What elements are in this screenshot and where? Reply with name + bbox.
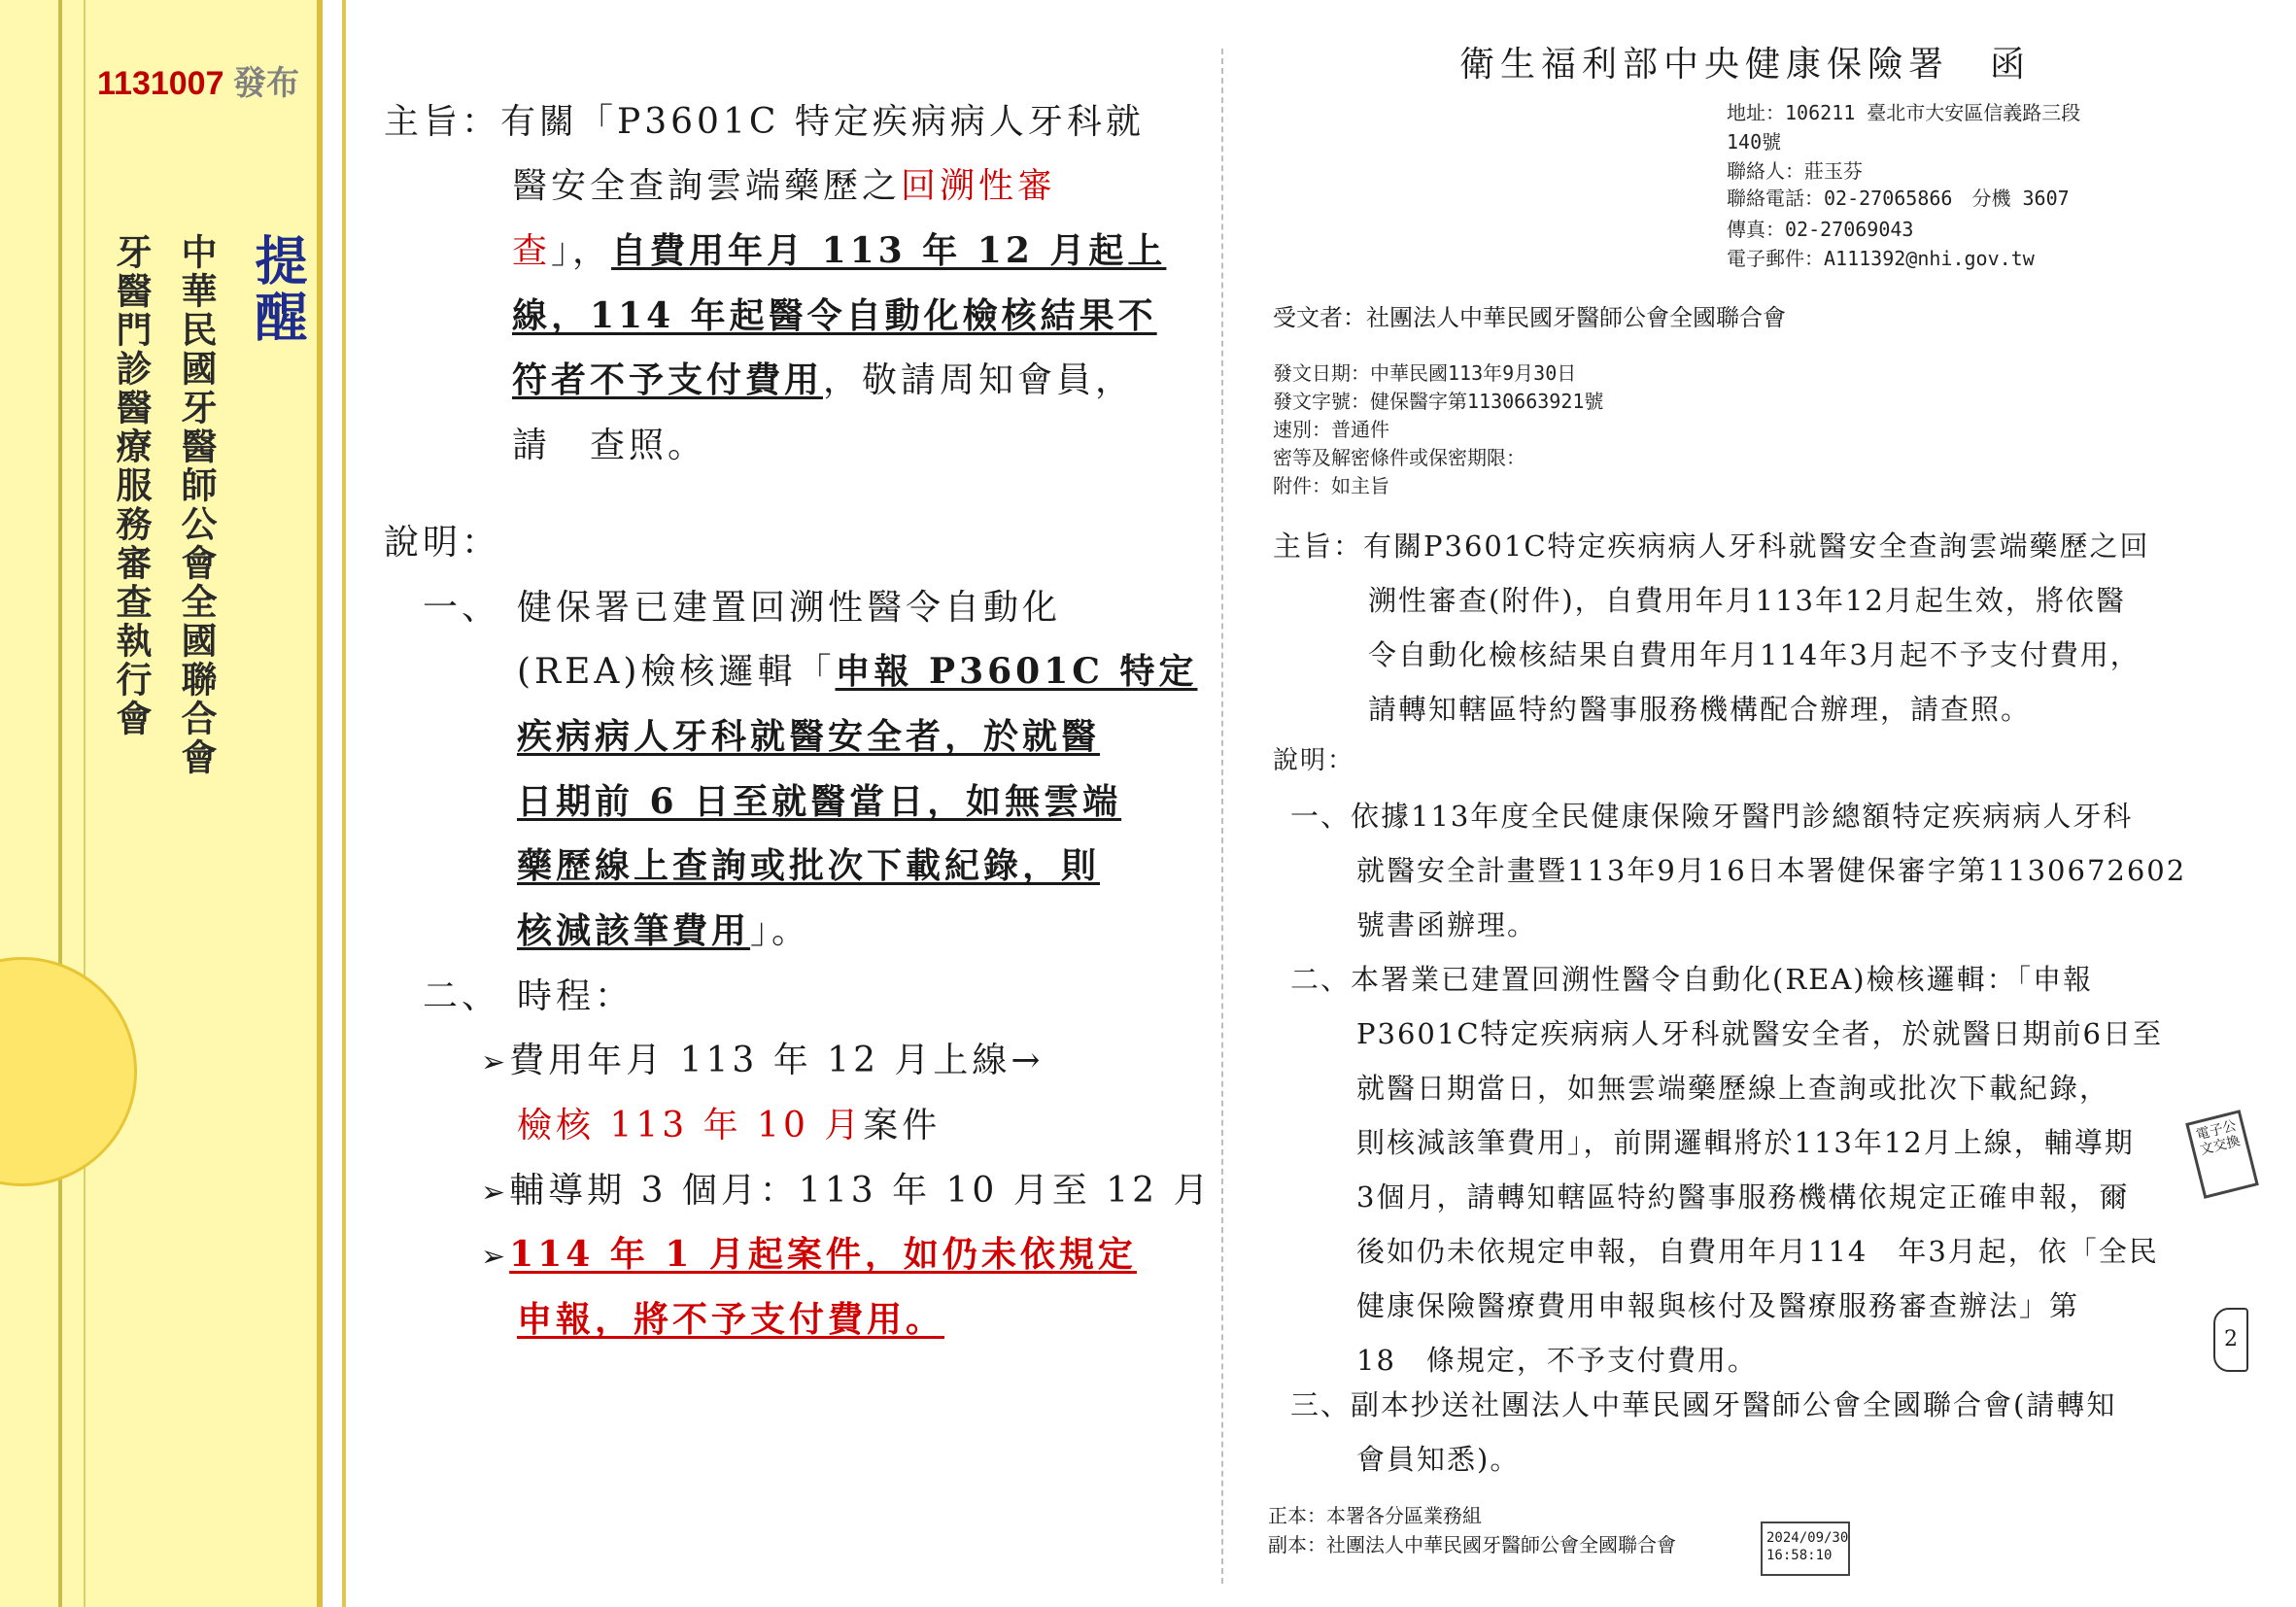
item1-text: 健保署已建置回溯性醫令自動化	[517, 588, 1062, 628]
letter-contact: 聯絡人：莊玉芬	[1727, 159, 1863, 183]
page-number: 2	[2213, 1308, 2248, 1372]
letter-address: 140號	[1727, 130, 1782, 154]
subject-text: 有關「P3601C 特定疾病病人牙科就	[500, 102, 1145, 142]
item1-emphasis: 申報 P3601C 特定	[835, 651, 1198, 692]
letter-cc-main: 正本：本署各分區業務組	[1268, 1504, 1482, 1527]
item1-text: (REA)檢核邏輯「	[517, 652, 836, 692]
timeline-bullet	[481, 1227, 1137, 1277]
letter-date: 發文日期：中華民國113年9月30日	[1273, 361, 1577, 385]
bullet-text: 案件	[863, 1106, 942, 1145]
sidebar-department: 牙醫門診醫療服務審查執行會	[110, 233, 152, 738]
sidebar-edge	[342, 0, 346, 1607]
letter-header: 衛生福利部中央健康保險署 函	[1459, 45, 2032, 85]
item1-emphasis: 核減該筆費用	[517, 910, 751, 951]
letter-attachment: 附件：如主旨	[1273, 474, 1389, 497]
item1-emphasis: 藥歷線上查詢或批次下載紀錄，則	[517, 845, 1101, 886]
sidebar-org: 中華民國牙醫師公會全國聯合會	[175, 233, 217, 777]
bullet-line	[517, 1098, 941, 1147]
item-number: 一、	[423, 588, 501, 628]
bullet-warning: 申報，將不予支付費用。	[517, 1299, 945, 1340]
arrow-bullet-icon: ➢	[481, 1045, 510, 1079]
explain-label: 說明：	[384, 523, 501, 563]
sidebar-stripe	[84, 0, 86, 1607]
stamp-date: 2024/09/30	[1766, 1530, 1849, 1546]
letter-subject: 令自動化檢核結果自費用年月114年3月起不予支付費用，	[1368, 638, 2141, 671]
letter-doc-number: 發文字號：健保醫字第1130663921號	[1273, 390, 1604, 413]
subject-text: 請 查照。	[512, 426, 707, 465]
letter-item: 則核減該筆費用」，前開邏輯將於113年12月上線，輔導期	[1356, 1126, 2135, 1159]
received-stamp	[1761, 1522, 1850, 1576]
letter-item: P3601C特定疾病病人牙科就醫安全者，於就醫日期前6日至	[1356, 1017, 2163, 1050]
seal-text: 電子公文交換	[2194, 1117, 2243, 1159]
subject-label: 主旨：	[384, 102, 501, 142]
subject-line	[512, 353, 1134, 402]
subject-highlight: 查	[512, 231, 552, 271]
letter-address: 地址：106211 臺北市大安區信義路三段	[1727, 101, 2081, 124]
publish-number: 1131007	[97, 65, 224, 102]
sidebar-stripe	[58, 0, 62, 1607]
item-number: 二、	[423, 976, 501, 1016]
letter-cc-copy: 副本：社團法人中華民國牙醫師公會全國聯合會	[1268, 1533, 1676, 1556]
letter-subject: 主旨：有關P3601C特定疾病病人牙科就醫安全查詢雲端藥歷之回	[1273, 530, 2150, 563]
bullet-text: 輔導期 3 個月：113 年 10 月至 12 月	[509, 1171, 1213, 1211]
subject-emphasis: 線，114 年起醫令自動化檢核結果不	[512, 295, 1157, 336]
letter-explain-label: 說明：	[1273, 746, 1355, 775]
letter-item: 18 條規定，不予支付費用。	[1356, 1344, 1758, 1377]
item1-line	[517, 644, 1197, 694]
item1-emphasis: 日期前 6 日至就醫當日，如無雲端	[517, 781, 1122, 822]
letter-item: 二、本署業已建置回溯性醫令自動化(REA)檢核邏輯：「申報	[1290, 963, 2094, 996]
timeline-bullet	[481, 1163, 1212, 1213]
bullet-text: 費用年月 113 年 12 月上線→	[509, 1041, 1045, 1080]
subject-line	[384, 94, 1145, 144]
letter-secrecy: 密等及解密條件或保密期限：	[1273, 446, 1525, 469]
letter-item: 就醫安全計畫暨113年9月16日本署健保審字第1130672602	[1356, 854, 2187, 887]
letter-item: 一、依據113年度全民健康保險牙醫門診總額特定疾病病人牙科	[1290, 800, 2134, 833]
arrow-bullet-icon: ➢	[481, 1240, 510, 1274]
item2-label: 時程：	[517, 976, 634, 1016]
letter-email: 電子郵件：A111392@nhi.gov.tw	[1727, 247, 2035, 270]
subject-text: ，敬請周知會員，	[823, 360, 1135, 400]
subject-text: 」，	[551, 231, 612, 271]
subject-text: 醫安全查詢雲端藥歷之	[512, 166, 902, 206]
timeline-bullet	[481, 1033, 1045, 1082]
letter-item: 三、副本抄送社團法人中華民國牙醫師公會全國聯合會(請轉知	[1290, 1388, 2117, 1421]
letter-fax: 傳真：02-27069043	[1727, 218, 1914, 241]
subject-line	[512, 223, 1166, 273]
subject-line	[512, 158, 1056, 208]
letter-item: 號書函辦理。	[1356, 908, 1538, 941]
sidebar-title: 提醒	[247, 233, 308, 346]
letter-subject: 請轉知轄區特約醫事服務機構配合辦理，請查照。	[1368, 693, 2032, 726]
letter-subject: 溯性審查(附件)，自費用年月113年12月起生效，將依醫	[1368, 584, 2126, 617]
letter-item: 會員知悉)。	[1356, 1443, 1521, 1476]
letter-item: 就醫日期當日，如無雲端藥歷線上查詢或批次下載紀錄，	[1356, 1072, 2110, 1105]
exchange-seal	[2185, 1110, 2259, 1199]
stamp-time: 16:58:10	[1766, 1548, 1833, 1563]
arrow-bullet-icon: ➢	[481, 1176, 510, 1210]
bullet-highlight: 檢核 113 年 10 月	[517, 1106, 864, 1145]
sidebar-edge	[317, 0, 323, 1607]
subject-emphasis: 自費用年月 113 年 12 月起上	[611, 230, 1167, 271]
item1-line	[517, 904, 810, 953]
letter-item: 後如仍未依規定申報，自費用年月114 年3月起，依「全民	[1356, 1235, 2159, 1268]
letter-phone: 聯絡電話：02-27065866 分機 3607	[1727, 187, 2070, 210]
subject-highlight: 回溯性審	[901, 166, 1057, 206]
letter-speed: 速別：普通件	[1273, 418, 1389, 441]
letter-item: 健康保險醫療費用申報與核付及醫療服務審查辦法」第	[1356, 1289, 2080, 1322]
publish-label: 發布	[232, 65, 299, 102]
publish-stamp	[97, 56, 299, 104]
item1-text: 」。	[750, 911, 811, 951]
subject-emphasis: 符者不予支付費用	[512, 359, 824, 400]
letter-item: 3個月，請轉知轄區特約醫事服務機構依規定正確申報，爾	[1356, 1180, 2130, 1214]
item1-emphasis: 疾病病人牙科就醫安全者，於就醫	[517, 716, 1101, 757]
bullet-warning: 114 年 1 月起案件，如仍未依規定	[509, 1234, 1137, 1275]
letter-recipient: 受文者：社團法人中華民國牙醫師公會全國聯合會	[1273, 304, 1786, 331]
column-divider	[1221, 49, 1223, 1584]
